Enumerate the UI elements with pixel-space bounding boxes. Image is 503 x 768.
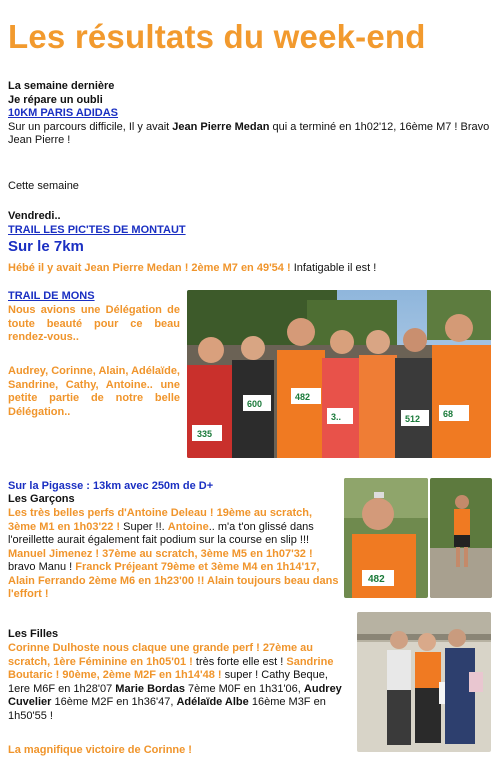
men-results: Les très belles perfs d'Antoine Deleau ! 19ème au scratch, 3ème M1 en 1h03'22 ! Super !!. Antoine.. m'a t'on glissé dans l'oreillette aurait également fait podium sur la course en slip !!! Manuel Jimenez ! 37ème au scratch, 3ème M5 en 1h07'32 ! bravo Manu ! Franck Préjeant 79ème et 3ème M4 en 1h14'17, Alain Ferrando 2ème M6 en 1h23'00 !! Alain toujours beau dans l'effort ! xyxy=(8,507,339,600)
svg-text:68: 68 xyxy=(443,409,454,419)
page-title: Les résultats du week-end xyxy=(8,18,426,55)
runner-photo-antoine xyxy=(344,478,428,598)
paris-adidas-link[interactable]: 10KM PARIS ADIDAS xyxy=(8,107,119,119)
montaut-trail-link[interactable]: TRAIL LES PIC'TES DE MONTAUT xyxy=(8,224,186,236)
runner-photo-trail xyxy=(430,478,492,598)
closing-line: La magnifique victoire de Corinne ! xyxy=(8,744,192,756)
day-heading: Vendredi.. xyxy=(8,210,61,222)
pigasse-heading: Sur la Pigasse : 13km avec 250m de D+ xyxy=(8,480,214,492)
svg-text:600: 600 xyxy=(247,399,263,409)
this-week-heading: Cette semaine xyxy=(8,180,79,192)
group-photo xyxy=(187,290,491,458)
svg-text:512: 512 xyxy=(405,414,421,424)
podium-photo xyxy=(357,612,491,752)
svg-text:3..: 3.. xyxy=(331,412,342,422)
mons-trail-link[interactable]: TRAIL DE MONS xyxy=(8,290,95,302)
mons-names: Audrey, Corinne, Alain, Adélaïde, Sandrine, Cathy, Antoine.. une petite partie de notre belle Délégation.. xyxy=(8,365,180,418)
repair-heading: Je répare un oubli xyxy=(8,93,103,106)
montaut-result: Hébé il y avait Jean Pierre Medan ! 2ème M7 en 49'54 ! Infatigable il est ! xyxy=(8,262,377,274)
men-heading: Les Garçons xyxy=(8,493,75,505)
distance-heading: Sur le 7km xyxy=(8,238,84,255)
svg-text:335: 335 xyxy=(197,429,213,439)
women-heading: Les Filles xyxy=(8,628,59,640)
women-results: Corinne Dulhoste nous claque une grande perf ! 27ème au scratch, 1ère Féminine en 1h05'01 ! très forte elle est ! Sandrine Boutaric ! 90ème, 2ème M2F en 1h14'48 ! super ! Cathy Beque, 1ere M6F en 1h28'07 Marie Bordas 7ème M0F en 1h31'06, Audrey Cuvelier 16ème M2F en 1h36'47, Adélaïde Albe 16ème M3F en 1h50'55 ! xyxy=(8,642,342,722)
svg-text:482: 482 xyxy=(368,574,385,585)
last-week-heading: La semaine dernière xyxy=(8,80,115,92)
paris-result-text: Sur un parcours difficile, Il y avait Jean Pierre Medan qui a terminé en 1h02'12, 16ème M7 ! Bravo Jean Pierre ! xyxy=(8,120,490,146)
last-week-section xyxy=(8,80,498,148)
svg-text:482: 482 xyxy=(295,392,311,402)
mons-intro: Nous avions une Délégation de toute beauté pour ce beau rendez-vous.. xyxy=(8,304,180,343)
